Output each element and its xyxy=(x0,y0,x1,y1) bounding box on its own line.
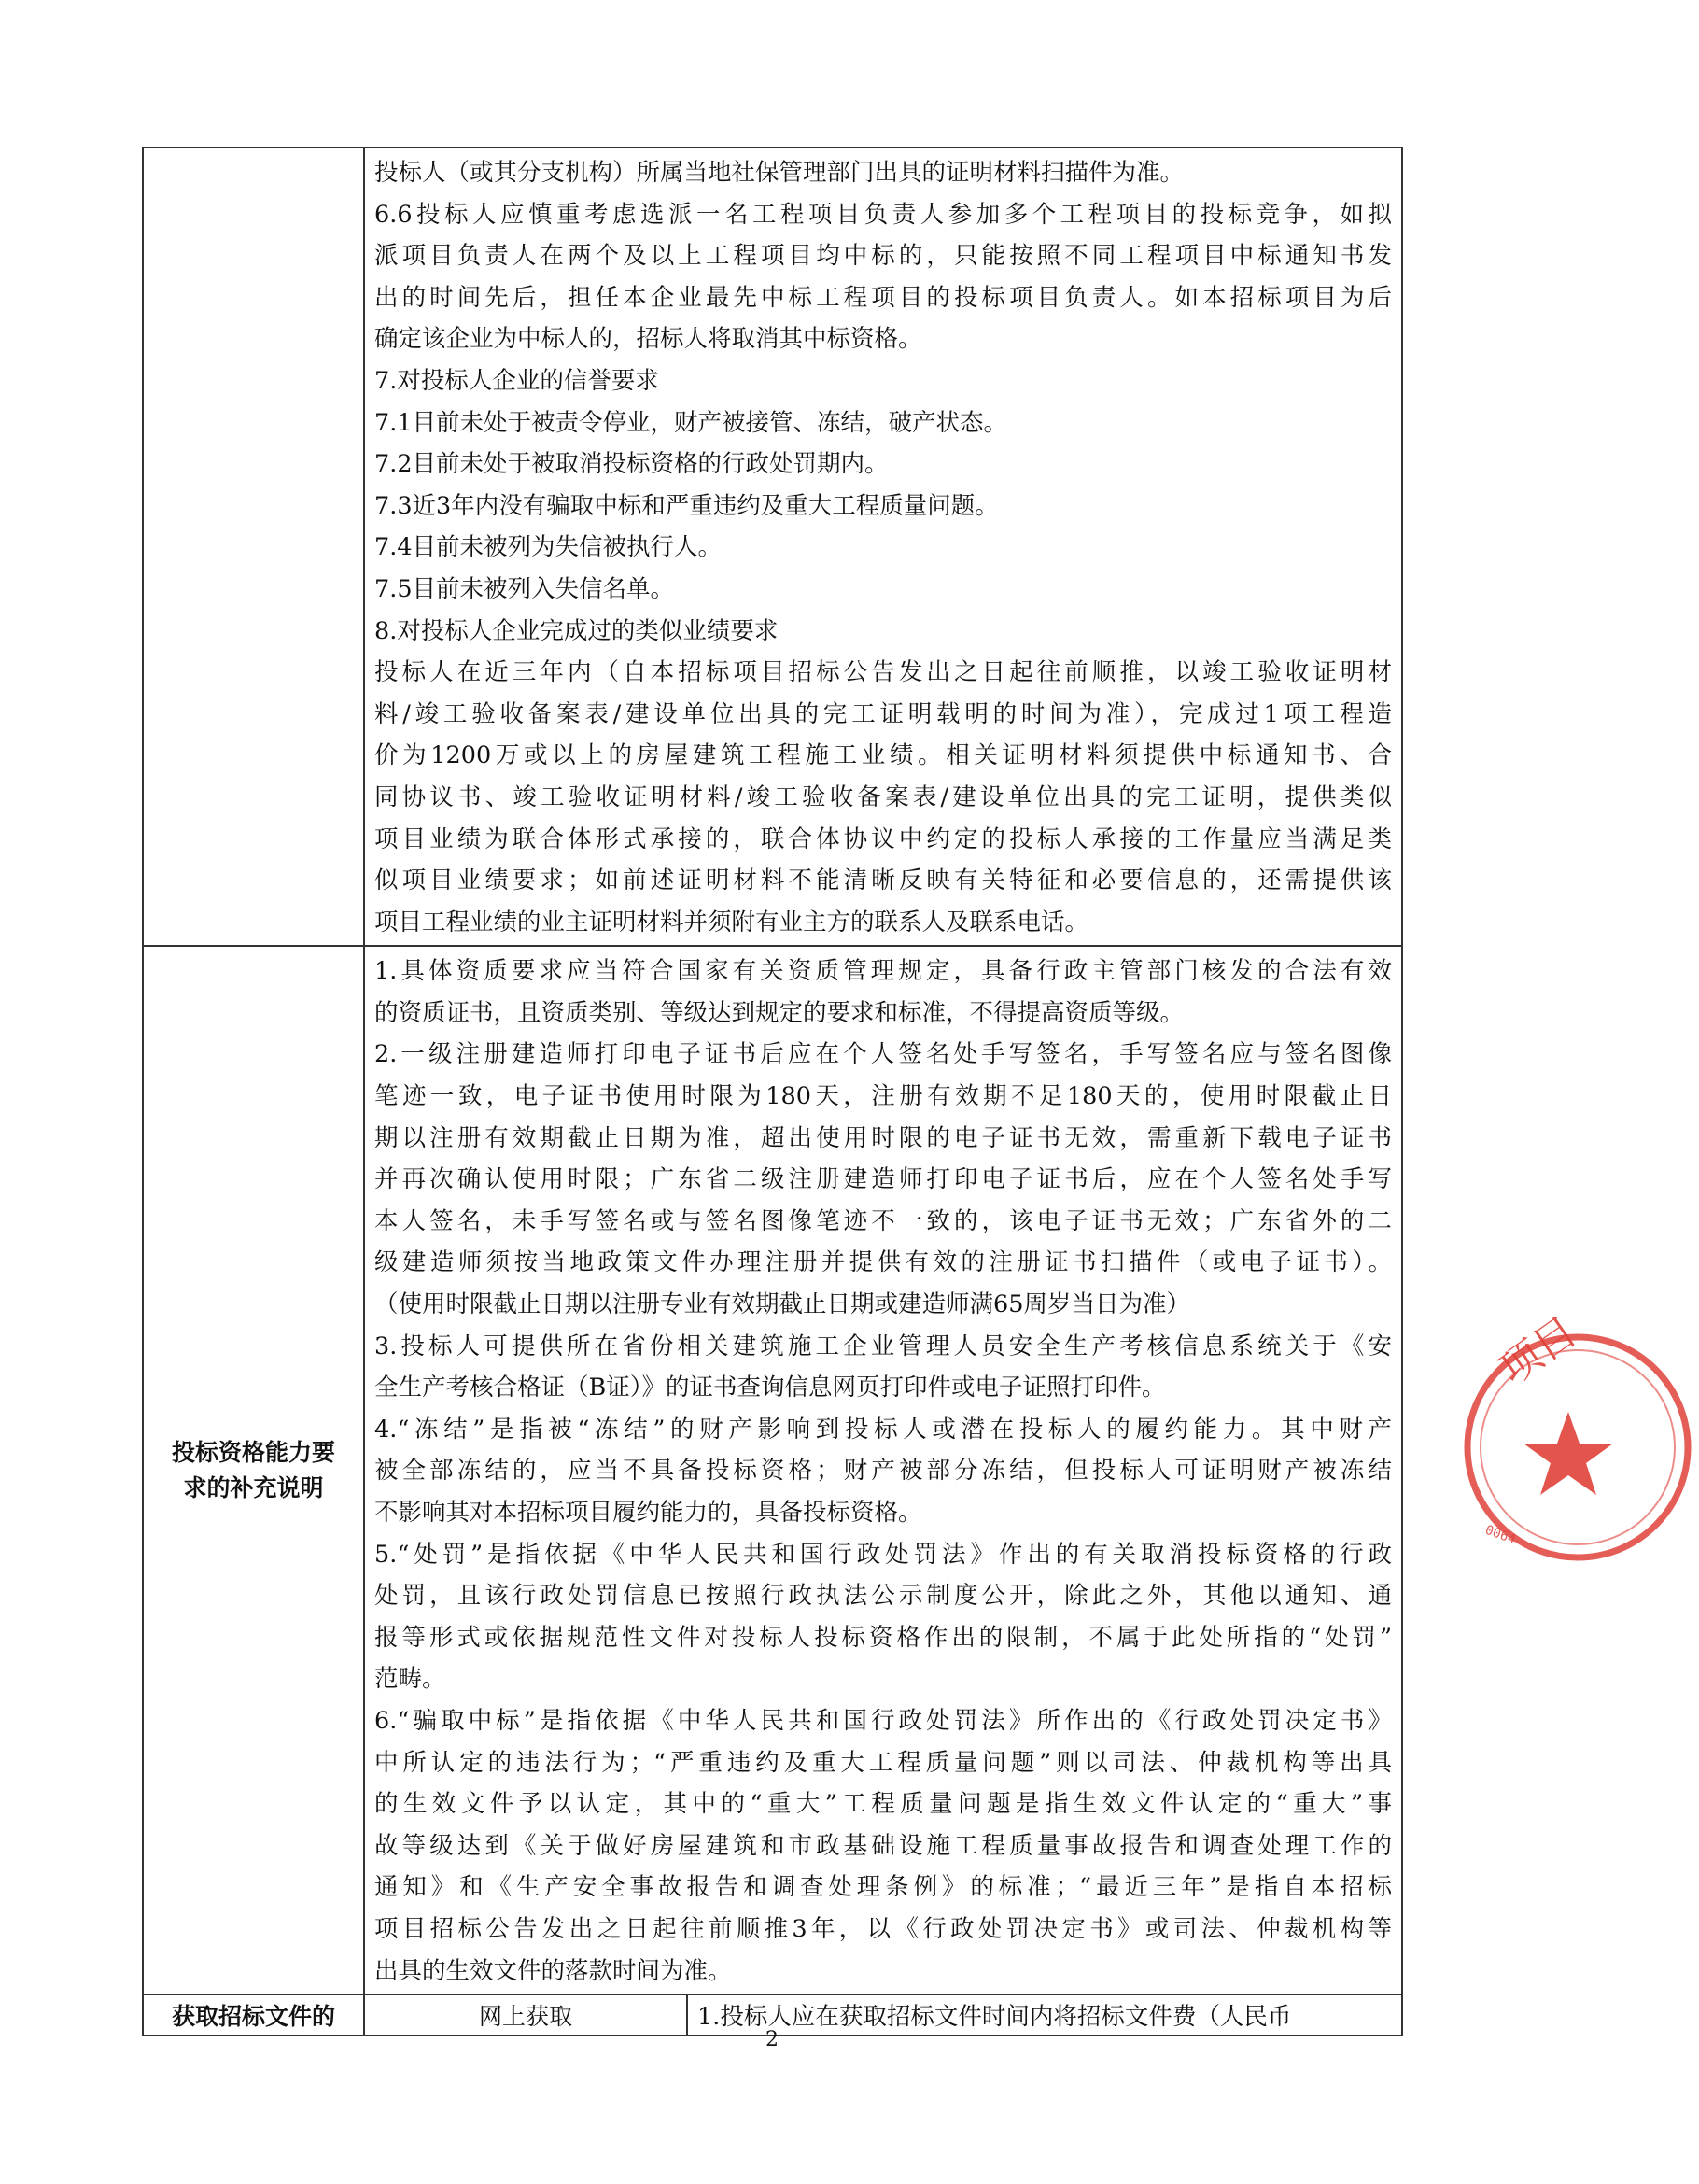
row-label-supplementary xyxy=(143,946,364,1994)
text-line: 期以注册有效期截止日期为准，超出使用时限的电子证书无效，需重新下载电子证书 xyxy=(374,1123,1393,1152)
text-line: 笔迹一致，电子证书使用时限为180天，注册有效期不足180天的，使用时限截止日 xyxy=(374,1082,1393,1111)
seal-digits: 0064 xyxy=(1482,1522,1518,1548)
text-line: 7.3近3年内没有骗取中标和严重违约及重大工程质量问题。 xyxy=(374,491,999,520)
row-label-obtain: 获取招标文件的 xyxy=(143,1994,364,2036)
row-label-line: 投标资格能力要 xyxy=(171,1438,335,1466)
requirements-lines xyxy=(374,152,1392,943)
text-line: 8.对投标人企业完成过的类似业绩要求 xyxy=(374,616,779,645)
text-line: 7.4目前未被列为失信被执行人。 xyxy=(374,533,723,562)
text-line: 3.投标人可提供所在省份相关建筑施工企业管理人员安全生产考核信息系统关于《安 xyxy=(374,1332,1393,1360)
page-number: 2 xyxy=(765,2028,779,2051)
text-line: 7.对投标人企业的信誉要求 xyxy=(374,366,659,395)
text-line: 的资质证书，且资质类别、等级达到规定的要求和标准，不得提高资质等级。 xyxy=(374,998,1185,1027)
text-line: 4.“冻结”是指被“冻结”的财产影响到投标人或潜在投标人的履约能力。其中财产 xyxy=(374,1415,1393,1444)
text-line: 项目招标公告发出之日起往前顺推3年，以《行政处罚决定书》或司法、仲裁机构等 xyxy=(374,1914,1393,1943)
text-line: 投标人（或其分支机构）所属当地社保管理部门出具的证明材料扫描件为准。 xyxy=(374,159,1185,187)
text-line: 本人签名，未手写签名或与签名图像笔迹不一致的，该电子证书无效；广东省外的二 xyxy=(374,1206,1393,1235)
supplementary-lines xyxy=(374,951,1392,1992)
obtain-method: 网上获取 xyxy=(364,1994,687,2036)
text-line: 6.“骗取中标”是指依据《中华人民共和国行政处罚法》所作出的《行政处罚决定书》 xyxy=(374,1706,1393,1735)
text-line: 派项目负责人在两个及以上工程项目均中标的，只能按照不同工程项目中标通知书发 xyxy=(374,242,1393,271)
document-table xyxy=(142,147,1403,2036)
text-line: 价为1200万或以上的房屋建筑工程施工业绩。相关证明材料须提供中标通知书、合 xyxy=(374,741,1393,770)
text-line: 6.6投标人应慎重考虑选派一名工程项目负责人参加多个工程项目的投标竞争，如拟 xyxy=(374,200,1393,229)
text-line: 被全部冻结的，应当不具备投标资格；财产被部分冻结，但投标人可证明财产被冻结 xyxy=(374,1457,1393,1486)
text-line: 故等级达到《关于做好房屋建筑和市政基础设施工程质量事故报告和调查处理工作的 xyxy=(374,1831,1393,1860)
text-line: 7.1目前未处于被责令停业，财产被接管、冻结，破产状态。 xyxy=(374,408,1008,437)
text-line: 料/竣工验收备案表/建设单位出具的完工证明载明的时间为准），完成过1项工程造 xyxy=(374,699,1393,728)
text-line: 投标人在近三年内（自本招标项目招标公告发出之日起往前顺推，以竣工验收证明材 xyxy=(374,658,1393,687)
text-line: 级建造师须按当地政策文件办理注册并提供有效的注册证书扫描件（或电子证书）。 xyxy=(374,1248,1393,1277)
table-row-requirements-continued xyxy=(143,148,1402,946)
row-label-empty xyxy=(143,148,364,946)
obtain-note: 1.投标人应在获取招标文件时间内将招标文件费（人民币 xyxy=(687,1994,1402,2036)
text-line: 确定该企业为中标人的，招标人将取消其中标资格。 xyxy=(374,325,922,354)
text-line: 2.一级注册建造师打印电子证书后应在个人签名处手写签名，手写签名应与签名图像 xyxy=(374,1040,1393,1069)
text-line: 项目工程业绩的业主证明材料并须附有业主方的联系人及联系电话。 xyxy=(374,908,1089,937)
requirements-content xyxy=(364,148,1402,946)
row-label-line: 求的补充说明 xyxy=(183,1473,324,1501)
seal-text: 项目 xyxy=(1491,1307,1586,1395)
table-row-supplementary-notes xyxy=(143,946,1402,1994)
text-line: 中所认定的违法行为；“严重违约及重大工程质量问题”则以司法、仲裁机构等出具 xyxy=(374,1748,1393,1777)
supplementary-content xyxy=(364,946,1402,1994)
text-line: 不影响其对本招标项目履约能力的，具备投标资格。 xyxy=(374,1499,922,1527)
text-line: 5.“处罚”是指依据《中华人民共和国行政处罚法》作出的有关取消投标资格的行政 xyxy=(374,1540,1393,1569)
text-line: 通知》和《生产安全事故报告和调查处理条例》的标准；“最近三年”是指自本招标 xyxy=(374,1873,1393,1902)
text-line: 7.5目前未被列入失信名单。 xyxy=(374,574,675,603)
text-line: 项目业绩为联合体形式承接的，联合体协议中约定的投标人承接的工作量应当满足类 xyxy=(374,824,1393,853)
text-line: 出的时间先后，担任本企业最先中标工程项目的投标项目负责人。如本招标项目为后 xyxy=(374,283,1393,312)
official-seal-icon xyxy=(1456,1307,1699,1569)
text-line: 似项目业绩要求；如前述证明材料不能清晰反映有关特征和必要信息的，还需提供该 xyxy=(374,867,1393,895)
text-line: 并再次确认使用时限；广东省二级注册建造师打印电子证书后，应在个人签名处手写 xyxy=(374,1165,1393,1194)
text-line: 7.2目前未处于被取消投标资格的行政处罚期内。 xyxy=(374,450,889,479)
text-line: 处罚，且该行政处罚信息已按照行政执法公示制度公开，除此之外，其他以通知、通 xyxy=(374,1582,1393,1611)
text-line: 全生产考核合格证（B证）》的证书查询信息网页打印件或电子证照打印件。 xyxy=(374,1374,1166,1402)
text-line: （使用时限截止日期以注册专业有效期截止日期或建造师满65周岁当日为准） xyxy=(374,1290,1190,1319)
text-line: 出具的生效文件的落款时间为准。 xyxy=(374,1956,732,1985)
text-line: 同协议书、竣工验收证明材料/竣工验收备案表/建设单位出具的完工证明，提供类似 xyxy=(374,782,1393,811)
text-line: 的生效文件予以认定，其中的“重大”工程质量问题是指生效文件认定的“重大”事 xyxy=(374,1790,1393,1819)
text-line: 报等形式或依据规范性文件对投标人投标资格作出的限制，不属于此处所指的“处罚” xyxy=(374,1623,1393,1652)
text-line: 1.具体资质要求应当符合国家有关资质管理规定，具备行政主管部门核发的合法有效 xyxy=(374,957,1393,986)
text-line: 范畴。 xyxy=(374,1665,446,1694)
